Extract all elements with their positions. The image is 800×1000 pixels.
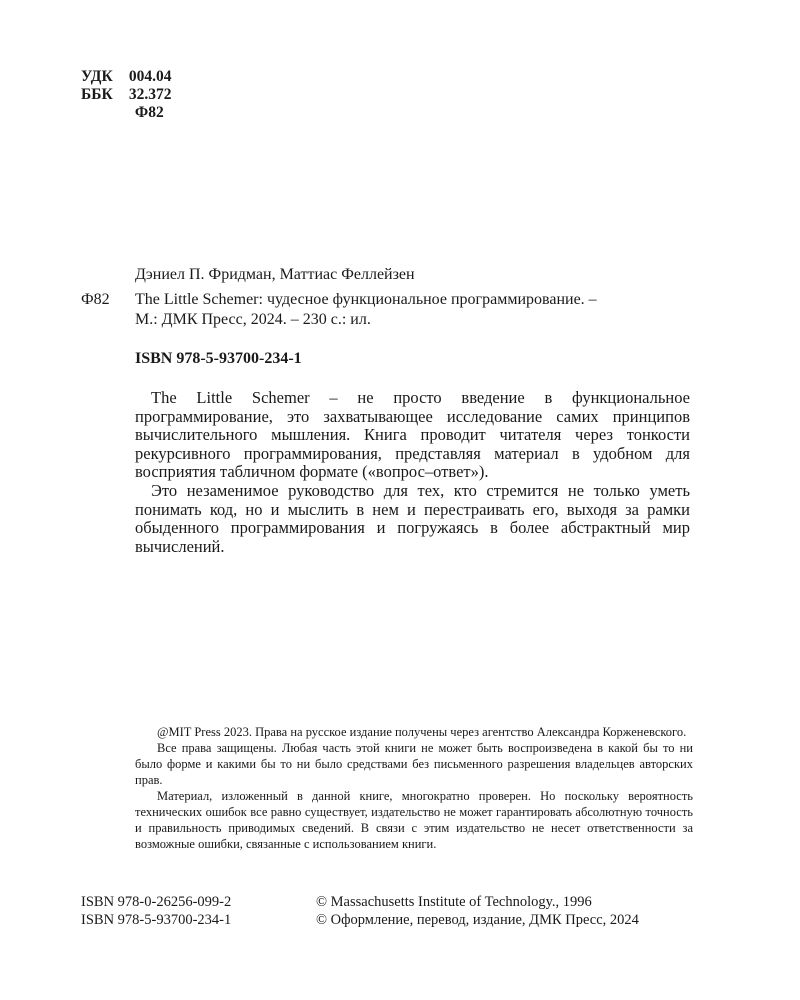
udk-label: УДК xyxy=(81,68,113,85)
legal-paragraph: Материал, изложенный в данной книге, многократно проверен. Но поскольку вероятность технических ошибок все равно существует, издательство не может гарантировать абсолютную точность и правильность приводимых сведений. В связи с этим издательство не несет ответственности за возможные ошибки, связанные с использованием книги. xyxy=(135,789,693,851)
annotation-paragraph: Это незаменимое руководство для тех, кто стремится не только уметь понимать код, но и мыслить в нем и перестраивать его, выходя за рамки обыденного программирования и погружаясь в более абстрактный мир вычислений. xyxy=(135,480,690,556)
isbn-russian: ISBN 978-5-93700-234-1 xyxy=(81,912,232,928)
legal-notice xyxy=(135,724,693,852)
classification-block xyxy=(81,68,172,122)
isbn-original: ISBN 978-0-26256-099-2 xyxy=(81,894,232,910)
footer-isbns xyxy=(81,893,231,929)
title-line: The Little Schemer: чудесное функциональное программирование. – xyxy=(135,291,597,308)
bibliographic-author-mark: Ф82 xyxy=(81,291,110,308)
copyright-original: © Massachusetts Institute of Technology., 1996 xyxy=(316,894,592,910)
annotation xyxy=(135,389,690,556)
copyright-russian: © Оформление, перевод, издание, ДМК Пресс, 2024 xyxy=(316,912,639,928)
bbk-label: ББК xyxy=(81,86,113,103)
author-mark: Ф82 xyxy=(134,104,164,121)
udk-row xyxy=(81,68,172,86)
legal-paragraph: Все права защищены. Любая часть этой книги не может быть воспроизведена в какой бы то ни было форме и какими бы то ни было средствами без письменного разрешения владельцев авторских прав. xyxy=(135,741,693,787)
legal-paragraph: @MIT Press 2023. Права на русское издание получены через агентство Александра Корженевского. xyxy=(157,725,687,739)
authors-line: Дэниел П. Фридман, Маттиас Феллейзен xyxy=(135,266,415,283)
bbk-row xyxy=(81,86,172,104)
footer-copyrights xyxy=(316,893,639,929)
udk-value: 004.04 xyxy=(128,68,172,85)
bibliographic-record xyxy=(81,290,701,330)
main-isbn: ISBN 978-5-93700-234-1 xyxy=(135,350,302,367)
publication-line: М.: ДМК Пресс, 2024. – 230 с.: ил. xyxy=(135,311,371,328)
annotation-paragraph: The Little Schemer – не просто введение в функциональное программирование, это захватывающее исследование самих принципов вычислительного мышления. Книга проводит читателя через тонкости рекурсивного программирования, представляя материал в удобном для восприятия табличном формате («вопрос–ответ»). xyxy=(135,388,690,482)
author-mark-row xyxy=(81,104,172,122)
bbk-value: 32.372 xyxy=(128,86,172,103)
